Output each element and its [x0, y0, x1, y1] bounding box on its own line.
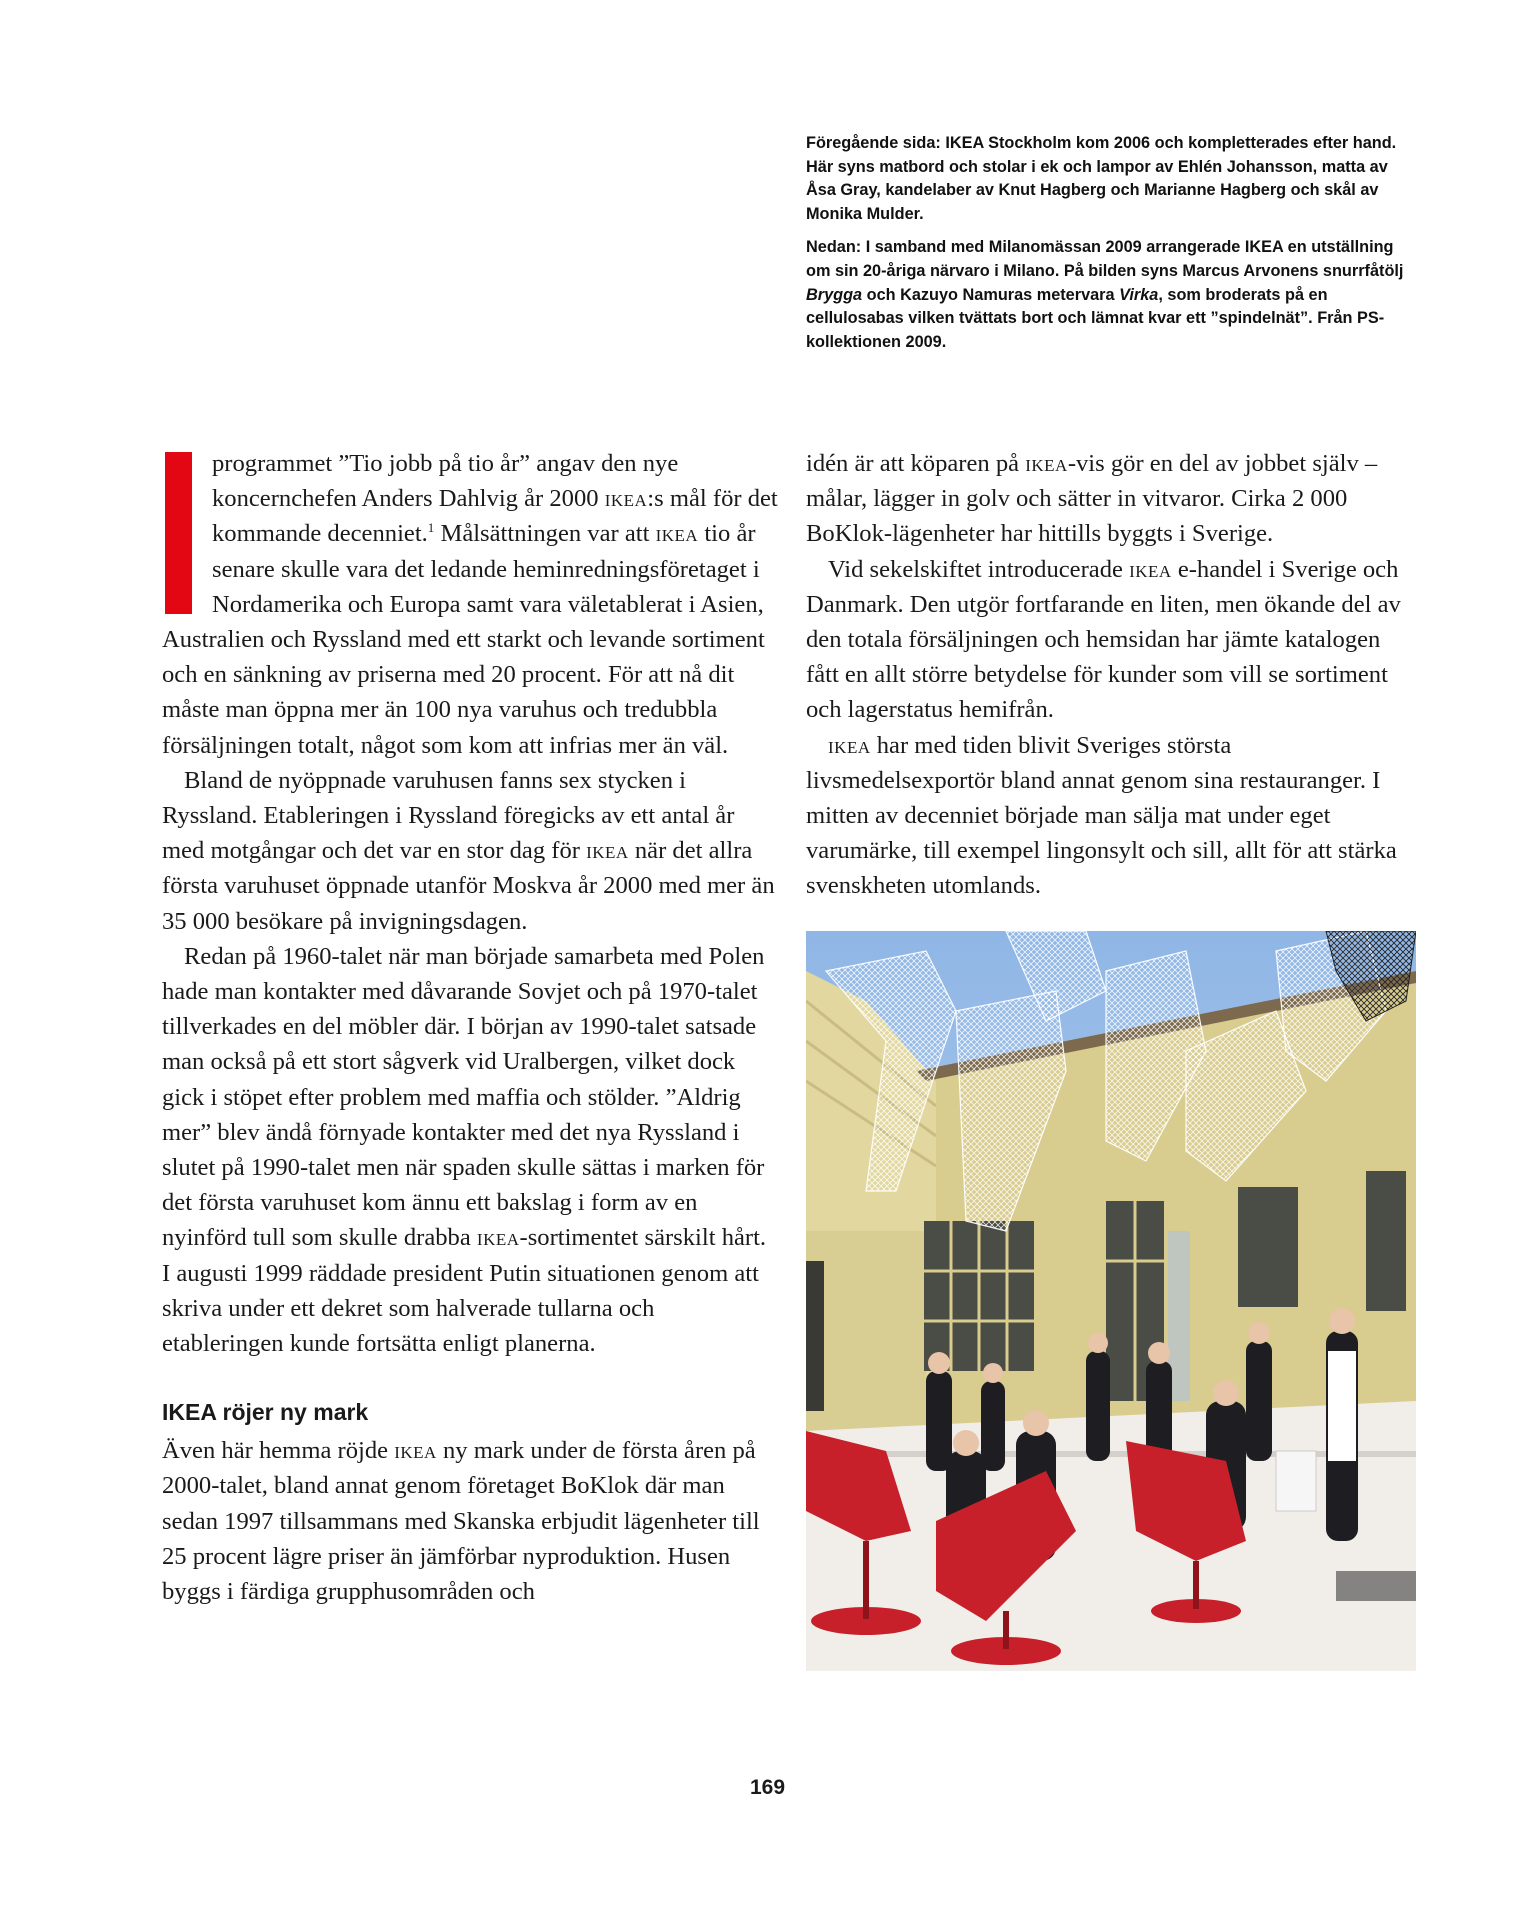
drop-cap-i	[165, 452, 192, 614]
body-column-left	[162, 446, 780, 1609]
photo-illustration	[806, 931, 1416, 1671]
paragraph-russia: Bland de nyöppnade varuhusen fanns sex stycken i Ryssland. Etableringen i Ryssland föregicks av ett antal år med motgångar och det var en stor dag för ikea när det allra första varuhuset öppnade utanför Moskva år 2000 med mer än 35 000 besökare på invigningsdagen.	[162, 766, 775, 935]
paragraph-boklok-cont: idén är att köparen på ikea-vis gör en del av jobbet själv – målar, lägger in golv och sätter in vitvaror. Cirka 2 000 BoKlok-lägenheter har hittills byggts i Sverige.	[806, 450, 1378, 548]
caption-previous-page: Föregående sida: IKEA Stockholm kom 2006 och kompletterades efter hand. Här syns matbord och stolar i ek och lampor av Ehlén Johansson, matta av Åsa Gray, kandelaber av Knut Hagberg och Marianne Hagberg och skål av Monika Mulder.	[806, 134, 1397, 223]
paragraph-ecommerce: Vid sekelskiftet introducerade ikea e-handel i Sverige och Danmark. Den utgör fortfarande en liten, men ökande del av den totala försäljningen och hemsidan har jämte katalogen fått en allt större betydelse för kunder som vill se sortiment och lagerstatus hemifrån.	[806, 555, 1401, 724]
milan-exhibition-photo	[806, 931, 1416, 1671]
footnote-ref: 1	[427, 520, 435, 536]
page-number: 169	[749, 1776, 786, 1799]
paragraph-boklok: Även här hemma röjde ikea ny mark under de första åren på 2000-talet, bland annat genom företaget BoKlok där man sedan 1997 tillsammans med Skanska erbjudit lägenheter till 25 procent lägre priser än jämförbar nyproduktion. Husen byggs i färdiga grupphusområden och	[162, 1437, 760, 1606]
photo-captions	[806, 132, 1416, 364]
section-heading: IKEA röjer ny mark	[162, 1399, 369, 1426]
paragraph-history: Redan på 1960-talet när man började samarbeta med Polen hade man kontakter med dåvarande Sovjet och på 1970-talet tillverkades en del möbler där. I början av 1990-talet satsade man också på ett stort sågverk vid Uralbergen, vilket dock gick i stöpet efter problem med maffia och stölder. ”Aldrig mer” blev ändå förnyade kontakter med det nya Ryssland i slutet på 1990-talet men när spaden skulle sättas i marken för det första varuhuset kom ännu ett bakslag i form av en nyinförd tull som skulle drabba ikea-sortimentet särskilt hårt. I augusti 1999 räddade president Putin situationen genom att skriva under ett dekret som halverade tullarna och etableringen kunde fortsätta enligt planerna.	[162, 942, 767, 1358]
body-column-right	[806, 446, 1416, 904]
paragraph-intro: programmet ”Tio jobb på tio år” angav den nye koncernchefen Anders Dahlvig år 2000 ikea:s mål för det kommande decenniet.$^1$ Målsättningen var att ikea tio år senare skulle vara det ledande heminredningsföretaget i Nordamerika och Europa samt vara väletablerat i Asien, Australien och Ryssland med ett starkt och levande sortiment och en sänkning av priserna med 20 procent. För att nå dit måste man öppna mer än 100 nya varuhus och tredubbla försäljningen totalt, något som kom att infrias mer än väl.	[162, 450, 778, 759]
caption-below: Nedan: I samband med Milanomässan 2009 arrangerade IKEA en utställning om sin 20-åriga närvaro i Milano. På bilden syns Marcus Arvonens snurrfåtölj Brygga och Kazuyo Namuras metervara Virka, som broderats på en cellulosabas vilken tvättats bort och lämnat kvar ett ”spindelnät”. Från PS-kollektionen 2009.	[806, 238, 1404, 351]
paragraph-food-export: ikea har med tiden blivit Sveriges största livsmedelsexportör bland annat genom sina restauranger. I mitten av decenniet började man sälja mat under eget varumärke, till exempel lingonsylt och sill, allt för att stärka svenskheten utomlands.	[806, 731, 1397, 900]
